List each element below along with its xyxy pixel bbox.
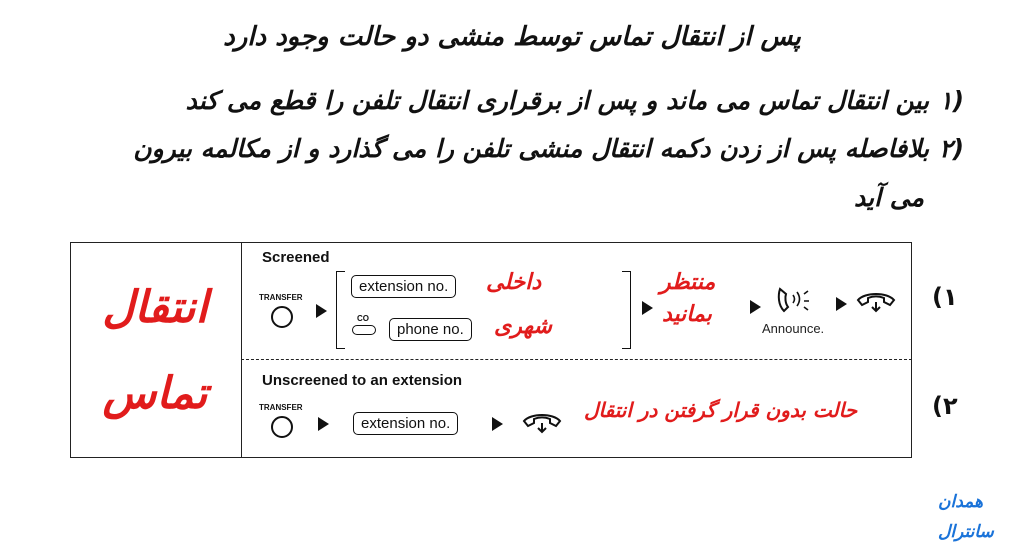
side-label-line2: تماس (102, 368, 208, 419)
watermark-line1: همدان (938, 492, 983, 512)
diagram-vertical-divider (241, 242, 242, 458)
row1-extension-note: داخلی (486, 270, 542, 295)
watermark-line2: سانترال (938, 522, 994, 542)
row1-heading: Screened (262, 249, 330, 266)
hang-up-icon (855, 290, 897, 316)
row1-extension-key: extension no. (351, 275, 456, 298)
bracket-left (336, 271, 345, 349)
row1-wait-line1: منتظر (660, 270, 716, 295)
point-1 (186, 86, 964, 115)
row1-phone-key: phone no. (389, 318, 472, 341)
arrow-icon (492, 417, 503, 431)
page-title: پس از انتقال تماس توسط منشی دو حالت وجود دارد (223, 22, 801, 52)
row1-phone-note: شهری (494, 314, 552, 339)
diagram-row-divider (241, 359, 912, 360)
row1-announce-label: Announce. (762, 321, 825, 336)
arrow-icon (836, 297, 847, 311)
arrow-icon (642, 301, 653, 315)
point-2-number: (۲ (939, 134, 964, 163)
hang-up-icon (521, 411, 563, 437)
row2-note: حالت بدون قرار گرفتن در انتقال (584, 398, 858, 422)
point-1-text: بین انتقال تماس می ماند و پس از برقراری انتقال تلفن را قطع می کند (185, 86, 930, 115)
row1-transfer-button-icon (271, 306, 293, 328)
point-2-text: بلافاصله پس از زدن دکمه انتقال منشی تلفن را می گذارد و از مکالمه بیرون (133, 134, 930, 163)
row2-transfer-label: TRANSFER (259, 403, 303, 412)
bracket-right (622, 271, 631, 349)
co-key-icon (352, 325, 376, 335)
arrow-icon (750, 300, 761, 314)
row1-co-label: CO (357, 314, 369, 323)
row2-extension-key: extension no. (353, 412, 458, 435)
point-2 (133, 134, 964, 163)
row1-number: (۱ (932, 283, 958, 311)
point-1-number: (۱ (939, 86, 964, 115)
row1-wait-line2: بمانید (662, 302, 712, 327)
arrow-icon (318, 417, 329, 431)
talking-handset-icon (776, 285, 816, 317)
row2-heading: Unscreened to an extension (262, 372, 463, 389)
row2-transfer-button-icon (271, 416, 293, 438)
row2-number: (۲ (932, 392, 958, 420)
row1-transfer-label: TRANSFER (259, 293, 303, 302)
arrow-icon (316, 304, 327, 318)
point-2-continuation: می آید (854, 183, 924, 212)
side-label-line1: انتقال (102, 282, 208, 333)
